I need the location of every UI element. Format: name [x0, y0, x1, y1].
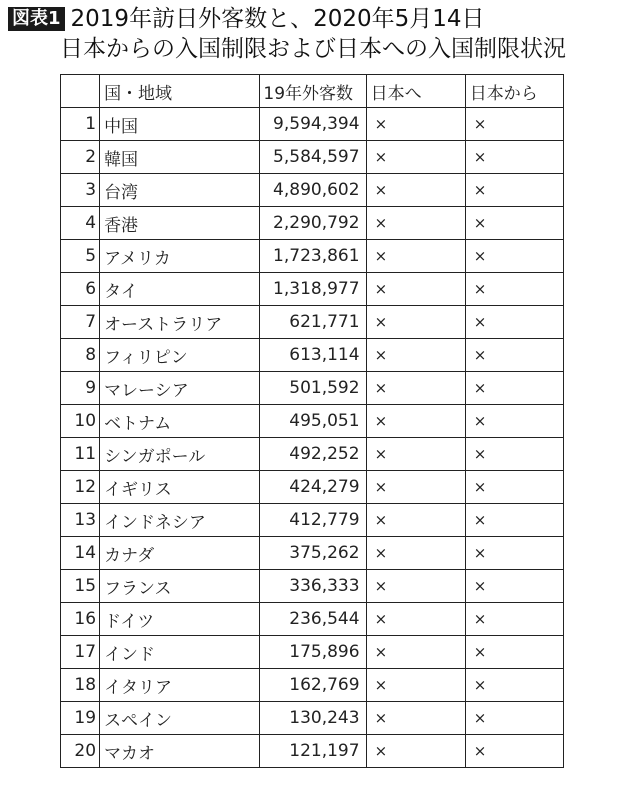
to-japan-restriction-cell: ×: [366, 702, 465, 735]
from-japan-restriction-cell: ×: [465, 207, 563, 240]
to-japan-restriction-cell: ×: [366, 471, 465, 504]
from-japan-restriction-cell: ×: [465, 438, 563, 471]
visitors-cell: 4,890,602: [260, 174, 366, 207]
to-japan-restriction-cell: ×: [366, 438, 465, 471]
table-body: [61, 108, 564, 768]
figure-badge: 図表1: [8, 7, 65, 31]
from-japan-restriction-cell: ×: [465, 669, 563, 702]
rank-cell: 18: [61, 669, 100, 702]
from-japan-restriction-cell: ×: [465, 603, 563, 636]
rank-cell: 8: [61, 339, 100, 372]
rank-cell: 7: [61, 306, 100, 339]
rank-cell: 20: [61, 735, 100, 768]
from-japan-restriction-cell: ×: [465, 537, 563, 570]
rank-cell: 14: [61, 537, 100, 570]
from-japan-restriction-cell: ×: [465, 702, 563, 735]
rank-cell: 13: [61, 504, 100, 537]
table-row: [61, 603, 564, 636]
country-name-cell: 台湾: [100, 174, 260, 207]
to-japan-restriction-cell: ×: [366, 570, 465, 603]
table-row: [61, 141, 564, 174]
to-japan-restriction-cell: ×: [366, 537, 465, 570]
table-row: [61, 306, 564, 339]
from-japan-restriction-cell: ×: [465, 636, 563, 669]
visitors-cell: 175,896: [260, 636, 366, 669]
visitors-cell: 9,594,394: [260, 108, 366, 141]
to-japan-restriction-cell: ×: [366, 207, 465, 240]
visitors-cell: 1,723,861: [260, 240, 366, 273]
to-japan-restriction-cell: ×: [366, 405, 465, 438]
country-name-cell: ベトナム: [100, 405, 260, 438]
visitors-cell: 130,243: [260, 702, 366, 735]
table-row: [61, 438, 564, 471]
rank-cell: 2: [61, 141, 100, 174]
rank-cell: 4: [61, 207, 100, 240]
visitors-cell: 5,584,597: [260, 141, 366, 174]
visitors-cell: 162,769: [260, 669, 366, 702]
country-name-cell: イタリア: [100, 669, 260, 702]
to-japan-restriction-cell: ×: [366, 174, 465, 207]
visitors-cell: 613,114: [260, 339, 366, 372]
table-row: [61, 702, 564, 735]
rank-cell: 10: [61, 405, 100, 438]
visitors-cell: 336,333: [260, 570, 366, 603]
country-name-cell: マカオ: [100, 735, 260, 768]
visitors-cell: 1,318,977: [260, 273, 366, 306]
from-japan-restriction-cell: ×: [465, 405, 563, 438]
to-japan-restriction-cell: ×: [366, 273, 465, 306]
country-name-cell: フィリピン: [100, 339, 260, 372]
rank-cell: 17: [61, 636, 100, 669]
visitors-cell: 492,252: [260, 438, 366, 471]
rank-cell: 6: [61, 273, 100, 306]
header-visitors-2019: 19年外客数: [260, 75, 366, 108]
table-row: [61, 570, 564, 603]
table-row: [61, 471, 564, 504]
from-japan-restriction-cell: ×: [465, 570, 563, 603]
country-name-cell: インドネシア: [100, 504, 260, 537]
rank-cell: 1: [61, 108, 100, 141]
to-japan-restriction-cell: ×: [366, 240, 465, 273]
visitors-cell: 236,544: [260, 603, 366, 636]
visitors-cell: 375,262: [260, 537, 366, 570]
from-japan-restriction-cell: ×: [465, 735, 563, 768]
table-row: [61, 240, 564, 273]
from-japan-restriction-cell: ×: [465, 504, 563, 537]
country-name-cell: フランス: [100, 570, 260, 603]
country-name-cell: シンガポール: [100, 438, 260, 471]
header-rank: [61, 75, 100, 108]
rank-cell: 11: [61, 438, 100, 471]
country-name-cell: 韓国: [100, 141, 260, 174]
from-japan-restriction-cell: ×: [465, 372, 563, 405]
visitors-cell: 2,290,792: [260, 207, 366, 240]
to-japan-restriction-cell: ×: [366, 504, 465, 537]
table-row: [61, 174, 564, 207]
country-name-cell: マレーシア: [100, 372, 260, 405]
from-japan-restriction-cell: ×: [465, 471, 563, 504]
table-row: [61, 636, 564, 669]
visitors-cell: 121,197: [260, 735, 366, 768]
to-japan-restriction-cell: ×: [366, 735, 465, 768]
to-japan-restriction-cell: ×: [366, 372, 465, 405]
to-japan-restriction-cell: ×: [366, 339, 465, 372]
visitors-cell: 424,279: [260, 471, 366, 504]
header-country-region: 国・地域: [100, 75, 260, 108]
header-from-japan: 日本から: [465, 75, 563, 108]
table-row: [61, 669, 564, 702]
visitors-cell: 495,051: [260, 405, 366, 438]
to-japan-restriction-cell: ×: [366, 636, 465, 669]
table-row: [61, 207, 564, 240]
from-japan-restriction-cell: ×: [465, 306, 563, 339]
country-name-cell: オーストラリア: [100, 306, 260, 339]
visitors-cell: 412,779: [260, 504, 366, 537]
rank-cell: 19: [61, 702, 100, 735]
rank-cell: 16: [61, 603, 100, 636]
title-line-1: [8, 4, 618, 34]
title-text-2: 日本からの入国制限および日本への入国制限状況: [60, 36, 566, 62]
table-row: [61, 537, 564, 570]
country-name-cell: ドイツ: [100, 603, 260, 636]
to-japan-restriction-cell: ×: [366, 669, 465, 702]
country-name-cell: タイ: [100, 273, 260, 306]
table-row: [61, 273, 564, 306]
to-japan-restriction-cell: ×: [366, 141, 465, 174]
table-row: [61, 504, 564, 537]
from-japan-restriction-cell: ×: [465, 273, 563, 306]
from-japan-restriction-cell: ×: [465, 108, 563, 141]
country-name-cell: 中国: [100, 108, 260, 141]
to-japan-restriction-cell: ×: [366, 603, 465, 636]
country-name-cell: アメリカ: [100, 240, 260, 273]
visitors-cell: 621,771: [260, 306, 366, 339]
table-row: [61, 405, 564, 438]
table-row: [61, 108, 564, 141]
country-name-cell: イギリス: [100, 471, 260, 504]
country-name-cell: スペイン: [100, 702, 260, 735]
to-japan-restriction-cell: ×: [366, 306, 465, 339]
rank-cell: 12: [61, 471, 100, 504]
from-japan-restriction-cell: ×: [465, 339, 563, 372]
table-row: [61, 339, 564, 372]
country-name-cell: カナダ: [100, 537, 260, 570]
from-japan-restriction-cell: ×: [465, 174, 563, 207]
table-row: [61, 372, 564, 405]
visitors-cell: 501,592: [260, 372, 366, 405]
from-japan-restriction-cell: ×: [465, 141, 563, 174]
rank-cell: 3: [61, 174, 100, 207]
country-name-cell: インド: [100, 636, 260, 669]
rank-cell: 9: [61, 372, 100, 405]
header-to-japan: 日本へ: [366, 75, 465, 108]
table-header-row: [61, 75, 564, 108]
figure-title-block: [8, 4, 618, 64]
rank-cell: 5: [61, 240, 100, 273]
country-name-cell: 香港: [100, 207, 260, 240]
to-japan-restriction-cell: ×: [366, 108, 465, 141]
from-japan-restriction-cell: ×: [465, 240, 563, 273]
rank-cell: 15: [61, 570, 100, 603]
visitor-restriction-table: [60, 74, 564, 768]
table-row: [61, 735, 564, 768]
title-text-1: 2019年訪日外客数と、2020年5月14日: [70, 6, 485, 32]
